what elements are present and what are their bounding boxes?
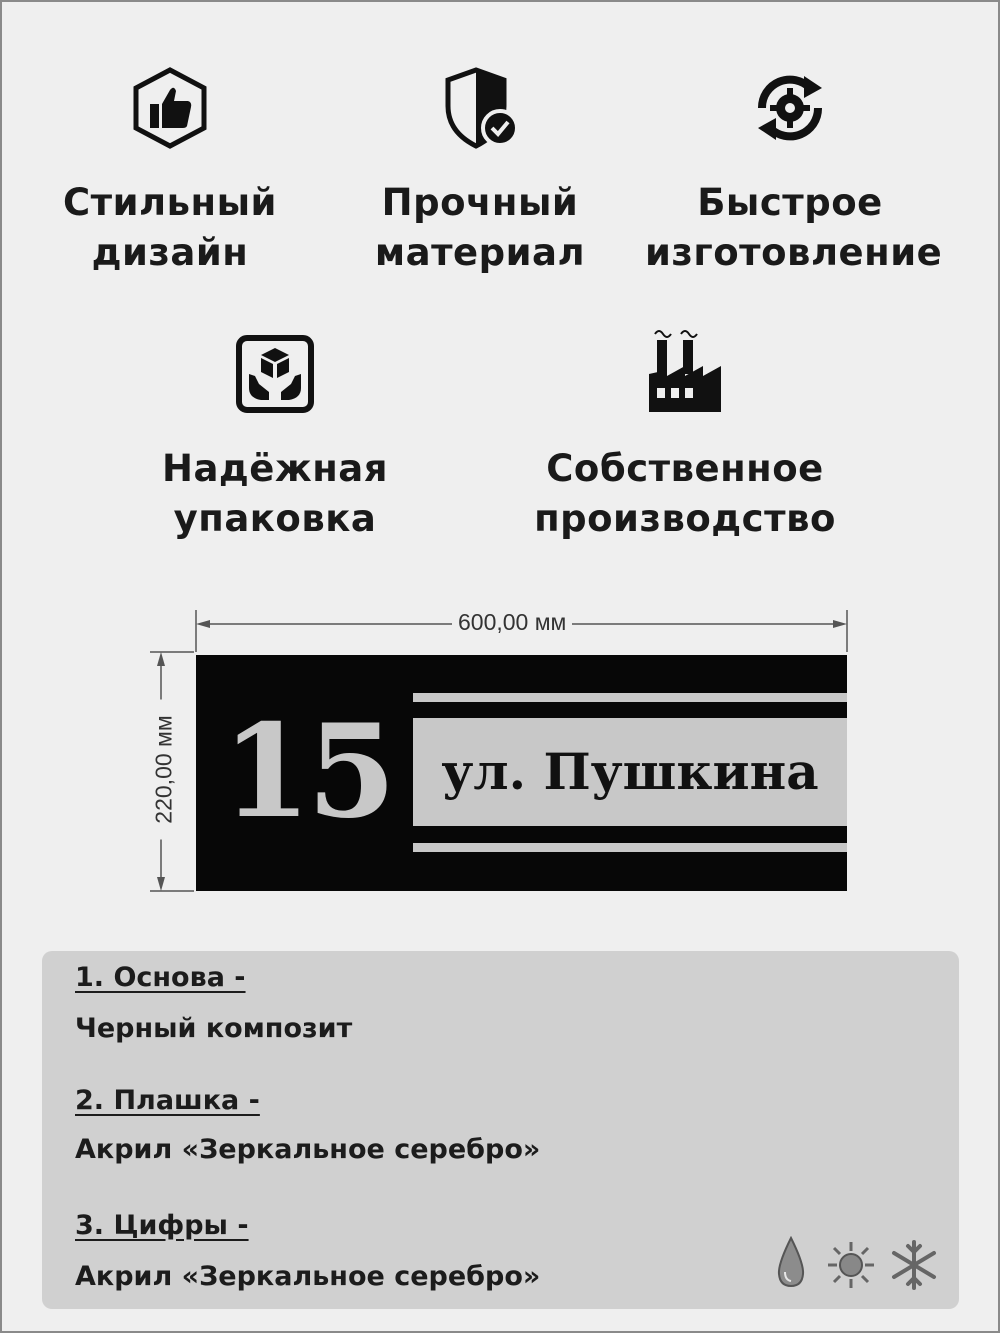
feature-label-line2: изготовление <box>645 231 943 274</box>
width-dimension-label: 600,00 мм <box>452 609 572 636</box>
house-number: 15 <box>222 697 393 847</box>
materials-panel <box>42 951 959 1309</box>
spec-value-digits: Акрил «Зеркальное серебро» <box>75 1261 541 1292</box>
plate-bottom-stripe <box>413 843 847 852</box>
feature-label-line2: материал <box>374 231 586 274</box>
spec-title-base: 1. Основа - <box>75 962 246 993</box>
feature-label-line1: Прочный <box>381 181 579 224</box>
water-drop-icon <box>776 1236 806 1288</box>
spec-title-digits: 3. Цифры - <box>75 1210 249 1241</box>
spec-value-base: Черный композит <box>75 1013 353 1044</box>
spec-title-plate: 2. Плашка - <box>75 1085 260 1116</box>
feature-label-line1: Собственное <box>546 447 824 490</box>
snowflake-icon <box>888 1239 940 1291</box>
feature-label-line2: упаковка <box>173 497 377 540</box>
feature-label-line2: дизайн <box>91 231 249 274</box>
feature-label-line2: производство <box>534 497 836 540</box>
height-dimension-label: 220,00 мм <box>151 700 178 840</box>
sun-icon <box>826 1240 876 1290</box>
street-name: ул. Пушкина <box>441 742 819 801</box>
spec-value-plate: Акрил «Зеркальное серебро» <box>75 1134 541 1165</box>
plate-top-stripe <box>413 693 847 702</box>
feature-label-line1: Быстрое <box>697 181 883 224</box>
feature-label-line1: Стильный <box>63 181 277 224</box>
feature-label-line1: Надёжная <box>161 447 389 490</box>
